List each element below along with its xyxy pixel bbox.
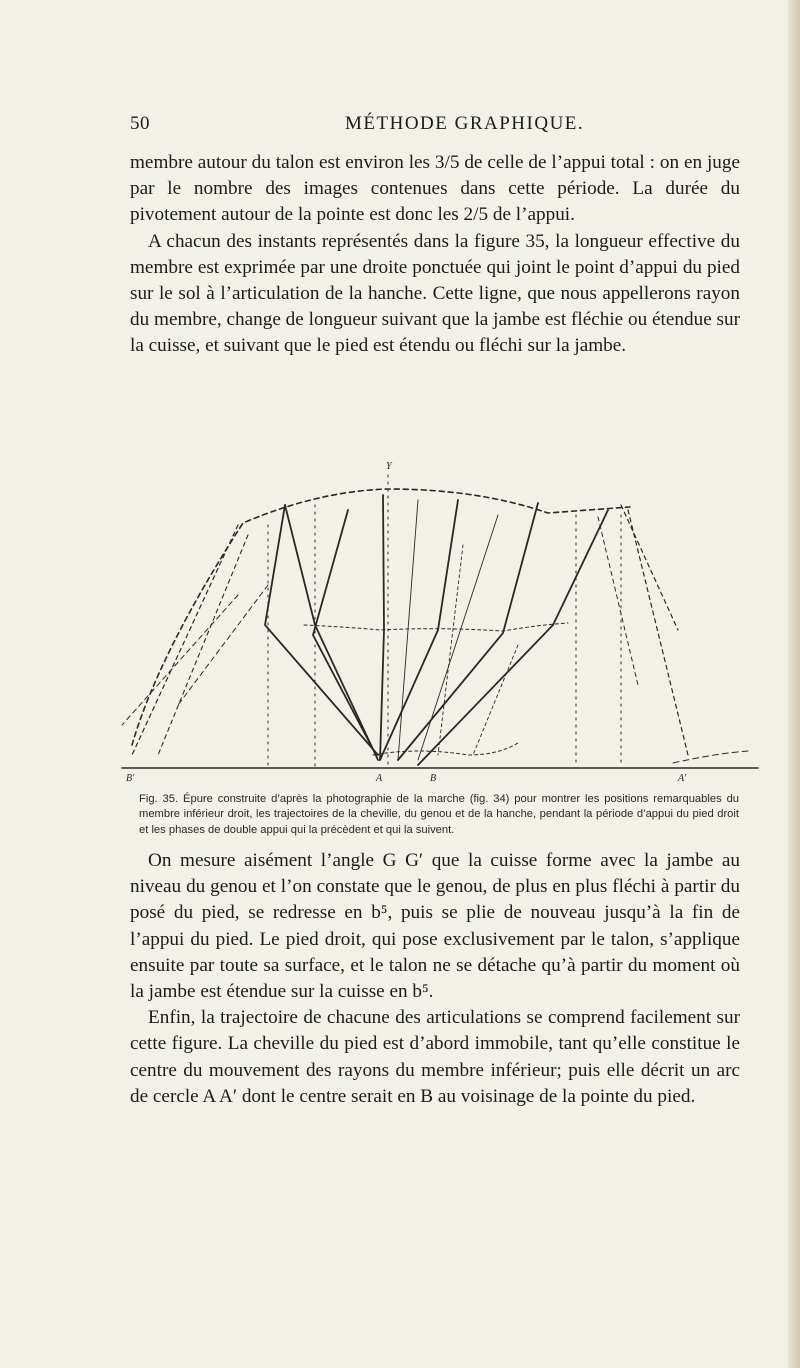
ankle-trajectory <box>373 743 518 755</box>
leg-position <box>313 510 376 755</box>
page-number: 50 <box>130 113 150 134</box>
point-a-prime-label: A' <box>678 773 687 784</box>
leg-position <box>285 505 378 760</box>
leg-line <box>132 525 238 755</box>
leg-line <box>628 510 688 755</box>
point-b-label: B <box>430 773 437 784</box>
leg-line <box>122 595 238 725</box>
running-head: MÉTHODE GRAPHIQUE. <box>345 113 585 134</box>
point-a-label: A <box>376 773 383 784</box>
leg-line <box>621 505 678 630</box>
leg-position <box>380 495 384 760</box>
y-axis-label: Y <box>386 461 392 472</box>
figure-35-diagram <box>118 455 762 790</box>
caption-label: Fig. 35. <box>139 793 179 805</box>
point-b-prime-label: B' <box>126 773 135 784</box>
leg-position <box>418 510 608 765</box>
caption-text: Épure construite d’après la photographie de la marche (fig. 34) pour montrer les positions remarquables du membre inférieur droit, les trajectoires de la cheville, du genou et de la hanche, pendant la période d’appui du pied droit et les phases de double appui qui la précèdent et qui la suivent. <box>139 793 740 836</box>
leg-line <box>598 517 638 685</box>
page-header <box>130 113 740 139</box>
paragraph: On mesure aisément l’angle G G′ que la cuisse forme avec la jambe au niveau du genou et l’on constate que le genou, de plus en plus fléchi à partir du posé du pied, se redresse en b⁵, puis se plie de nouveau jusqu’à la fin de l’appui du pied. Le pied droit, qui pose exclusivement par le talon, s’applique ensuite par toute sa surface, et le talon ne se détache qu’à partir du moment où la jambe est étendue sur la cuisse en b⁵. <box>130 850 740 1003</box>
leg-line <box>178 585 268 705</box>
leg-position <box>265 505 378 755</box>
leg-position <box>380 500 458 760</box>
paragraph: A chacun des instants représentés dans la figure 35, la longueur effective du membre est exprimée par une droite ponctuée qui joint le point d’appui du pied sur le sol à l’articulation de la hanche. Cette ligne, que nous appellerons rayon du membre, change de longueur suivant que la jambe est fléchie ou étendue sur la cuisse, et suivant que le pied est étendu ou fléchi sur la jambe. <box>130 230 740 357</box>
paragraph: Enfin, la trajectoire de chacune des articulations se comprend facilement sur cette figure. La cheville du pied est d’abord immobile, tant qu’elle constitue le centre du mouvement des rayons du membre inférieur; puis elle décrit un arc de cercle A A′ dont le centre serait en B au voisinage de la pointe du pied. <box>130 1007 740 1107</box>
leg-line <box>398 500 418 760</box>
paragraph: membre autour du talon est environ les 3/5 de celle de l’appui total : on en juge par le nombre des images contenues dans cette période. La durée du pivotement autour de la pointe est donc les 2/5 de l’appui. <box>130 152 740 226</box>
gait-diagram-svg <box>118 455 762 790</box>
figure-caption <box>139 792 739 838</box>
body-text-bottom <box>130 848 740 1110</box>
right-trajectory <box>673 751 748 763</box>
knee-trajectory <box>304 623 568 631</box>
page-edge <box>788 0 800 1368</box>
leg-line <box>158 535 248 755</box>
leg-position <box>398 503 538 760</box>
body-text-top <box>130 150 740 360</box>
